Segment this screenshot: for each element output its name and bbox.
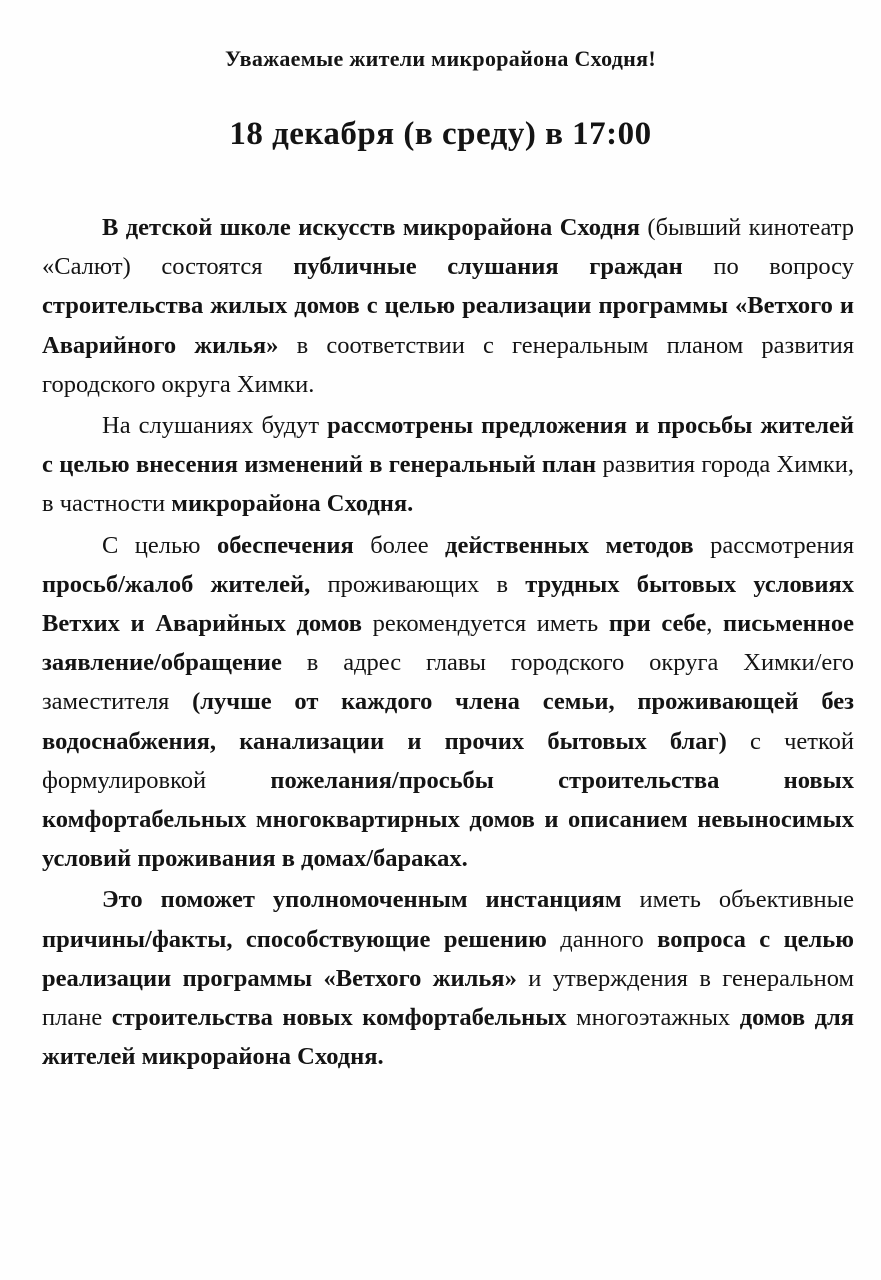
p3-run: ,	[706, 610, 724, 638]
p4-run: домов для жителей микрорайона Сходня.	[42, 1004, 855, 1071]
p3-run: рассмотрения	[693, 531, 854, 559]
p1-run: по вопросу	[682, 253, 854, 281]
p2-run: развития города Химки, в частности	[42, 451, 855, 518]
paragraph-3	[42, 526, 854, 879]
p3-run: в адрес главы городского округа Химки/его заместителя	[42, 649, 854, 716]
notice-heading: Уважаемые жители микрорайона Сходня!	[225, 46, 656, 71]
p1-run: (бывший кинотеатр «Салют) состоятся	[42, 214, 854, 281]
p3-run: просьб/жалоб жителей,	[42, 570, 311, 598]
p3-run: более	[353, 531, 446, 559]
p4-run: многоэтажных	[566, 1004, 740, 1032]
p3-run: письменное заявление/обращение	[42, 610, 855, 677]
p1-run: строительства жилых домов с целью реализации программы «Ветхого и Аварийного жилья»	[42, 292, 854, 359]
p3-run: рекомендуется иметь	[361, 610, 609, 638]
p4-run: и утверждения в генеральном плане	[42, 964, 854, 1032]
paragraph-4	[42, 880, 854, 1076]
p4-run: иметь объективные	[621, 886, 854, 914]
p3-run: трудных бытовых условиях Ветхих и Аварийных домов	[42, 570, 854, 638]
paragraph-1	[42, 208, 854, 404]
p1-run: публичные слушания граждан	[293, 253, 683, 281]
p1-run: в соответствии с генеральным планом развития городского округа Химки.	[42, 331, 854, 398]
p3-run: действенных методов	[445, 531, 694, 559]
p4-run: причины/факты, способствующие решению	[42, 925, 547, 953]
p2-run: На слушаниях будут	[102, 412, 328, 440]
meeting-date: 18 декабря (в среду) в 17:00	[229, 116, 652, 152]
p3-run: обеспечения	[216, 531, 354, 559]
p4-run: вопроса с целью реализации программы «Ветхого жилья»	[42, 925, 854, 992]
p3-run: С целью	[102, 531, 217, 559]
p3-run: (лучше от каждого члена семьи, проживающей без водоснабжения, канализации и прочих бытовых благ)	[42, 688, 855, 755]
p3-run: с четкой формулировкой	[42, 727, 854, 794]
notice-body	[42, 208, 854, 1076]
p2-run: рассмотрены предложения и просьбы жителей с целью внесения изменений в генеральный план	[42, 412, 854, 479]
p1-run: В детской школе искусств микрорайона Сходня	[102, 214, 641, 241]
p4-run: Это поможет уполномоченным инстанциям	[102, 886, 622, 914]
p4-run: строительства новых комфортабельных	[111, 1004, 567, 1032]
p3-run: пожелания/просьбы строительства новых комфортабельных многоквартирных домов и описанием невыносимых условий проживания в домах/бараках.	[42, 766, 854, 873]
paragraph-2	[42, 406, 854, 524]
p3-run: при себе	[608, 610, 707, 638]
p2-run: микрорайона Сходня.	[171, 490, 414, 518]
p4-run: данного	[546, 925, 658, 953]
p3-run: проживающих в	[310, 570, 526, 598]
